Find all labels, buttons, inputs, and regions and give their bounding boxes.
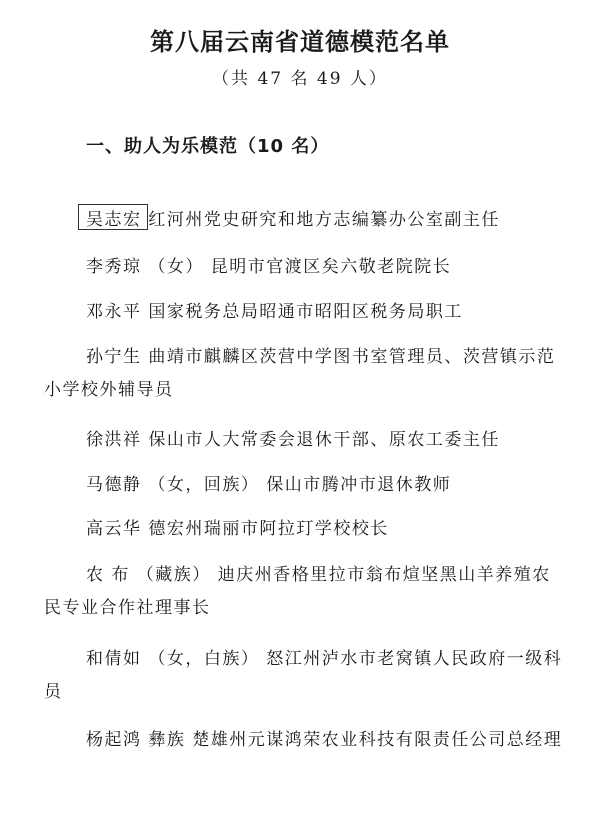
list-item: 高云华 德宏州瑞丽市阿拉玎学校校长 (86, 519, 389, 539)
list-item: 吴志宏 红河州党史研究和地方志编纂办公室副主任 (86, 210, 500, 230)
list-item: 李秀琼 （女） 昆明市官渡区矣六敬老院院长 (86, 257, 452, 277)
list-item: 和倩如 （女，白族） 怒江州泸水市老窝镇人民政府一级科员 (44, 649, 563, 702)
list-item: 农 布 （藏族） 迪庆州香格里拉市翁布煊坚黑山羊养殖农民专业合作社理事长 (44, 565, 551, 618)
list-item: 徐洪祥 保山市人大常委会退休干部、原农工委主任 (86, 430, 500, 450)
list-item: 马德静 （女，回族） 保山市腾冲市退休教师 (86, 475, 452, 495)
document-title: 第八届云南省道德模范名单 (150, 28, 450, 56)
list-item: 孙宁生 曲靖市麒麟区茨营中学图书室管理员、茨营镇示范小学校外辅导员 (44, 347, 556, 400)
document-subtitle: （共 47 名 49 人） (212, 69, 388, 89)
section-heading: 一、助人为乐模范（10 名） (86, 136, 330, 157)
list-item: 杨起鸿 彝族 楚雄州元谋鸿荣农业科技有限责任公司总经理 (86, 730, 563, 750)
list-item: 邓永平 国家税务总局昭通市昭阳区税务局职工 (86, 302, 463, 322)
